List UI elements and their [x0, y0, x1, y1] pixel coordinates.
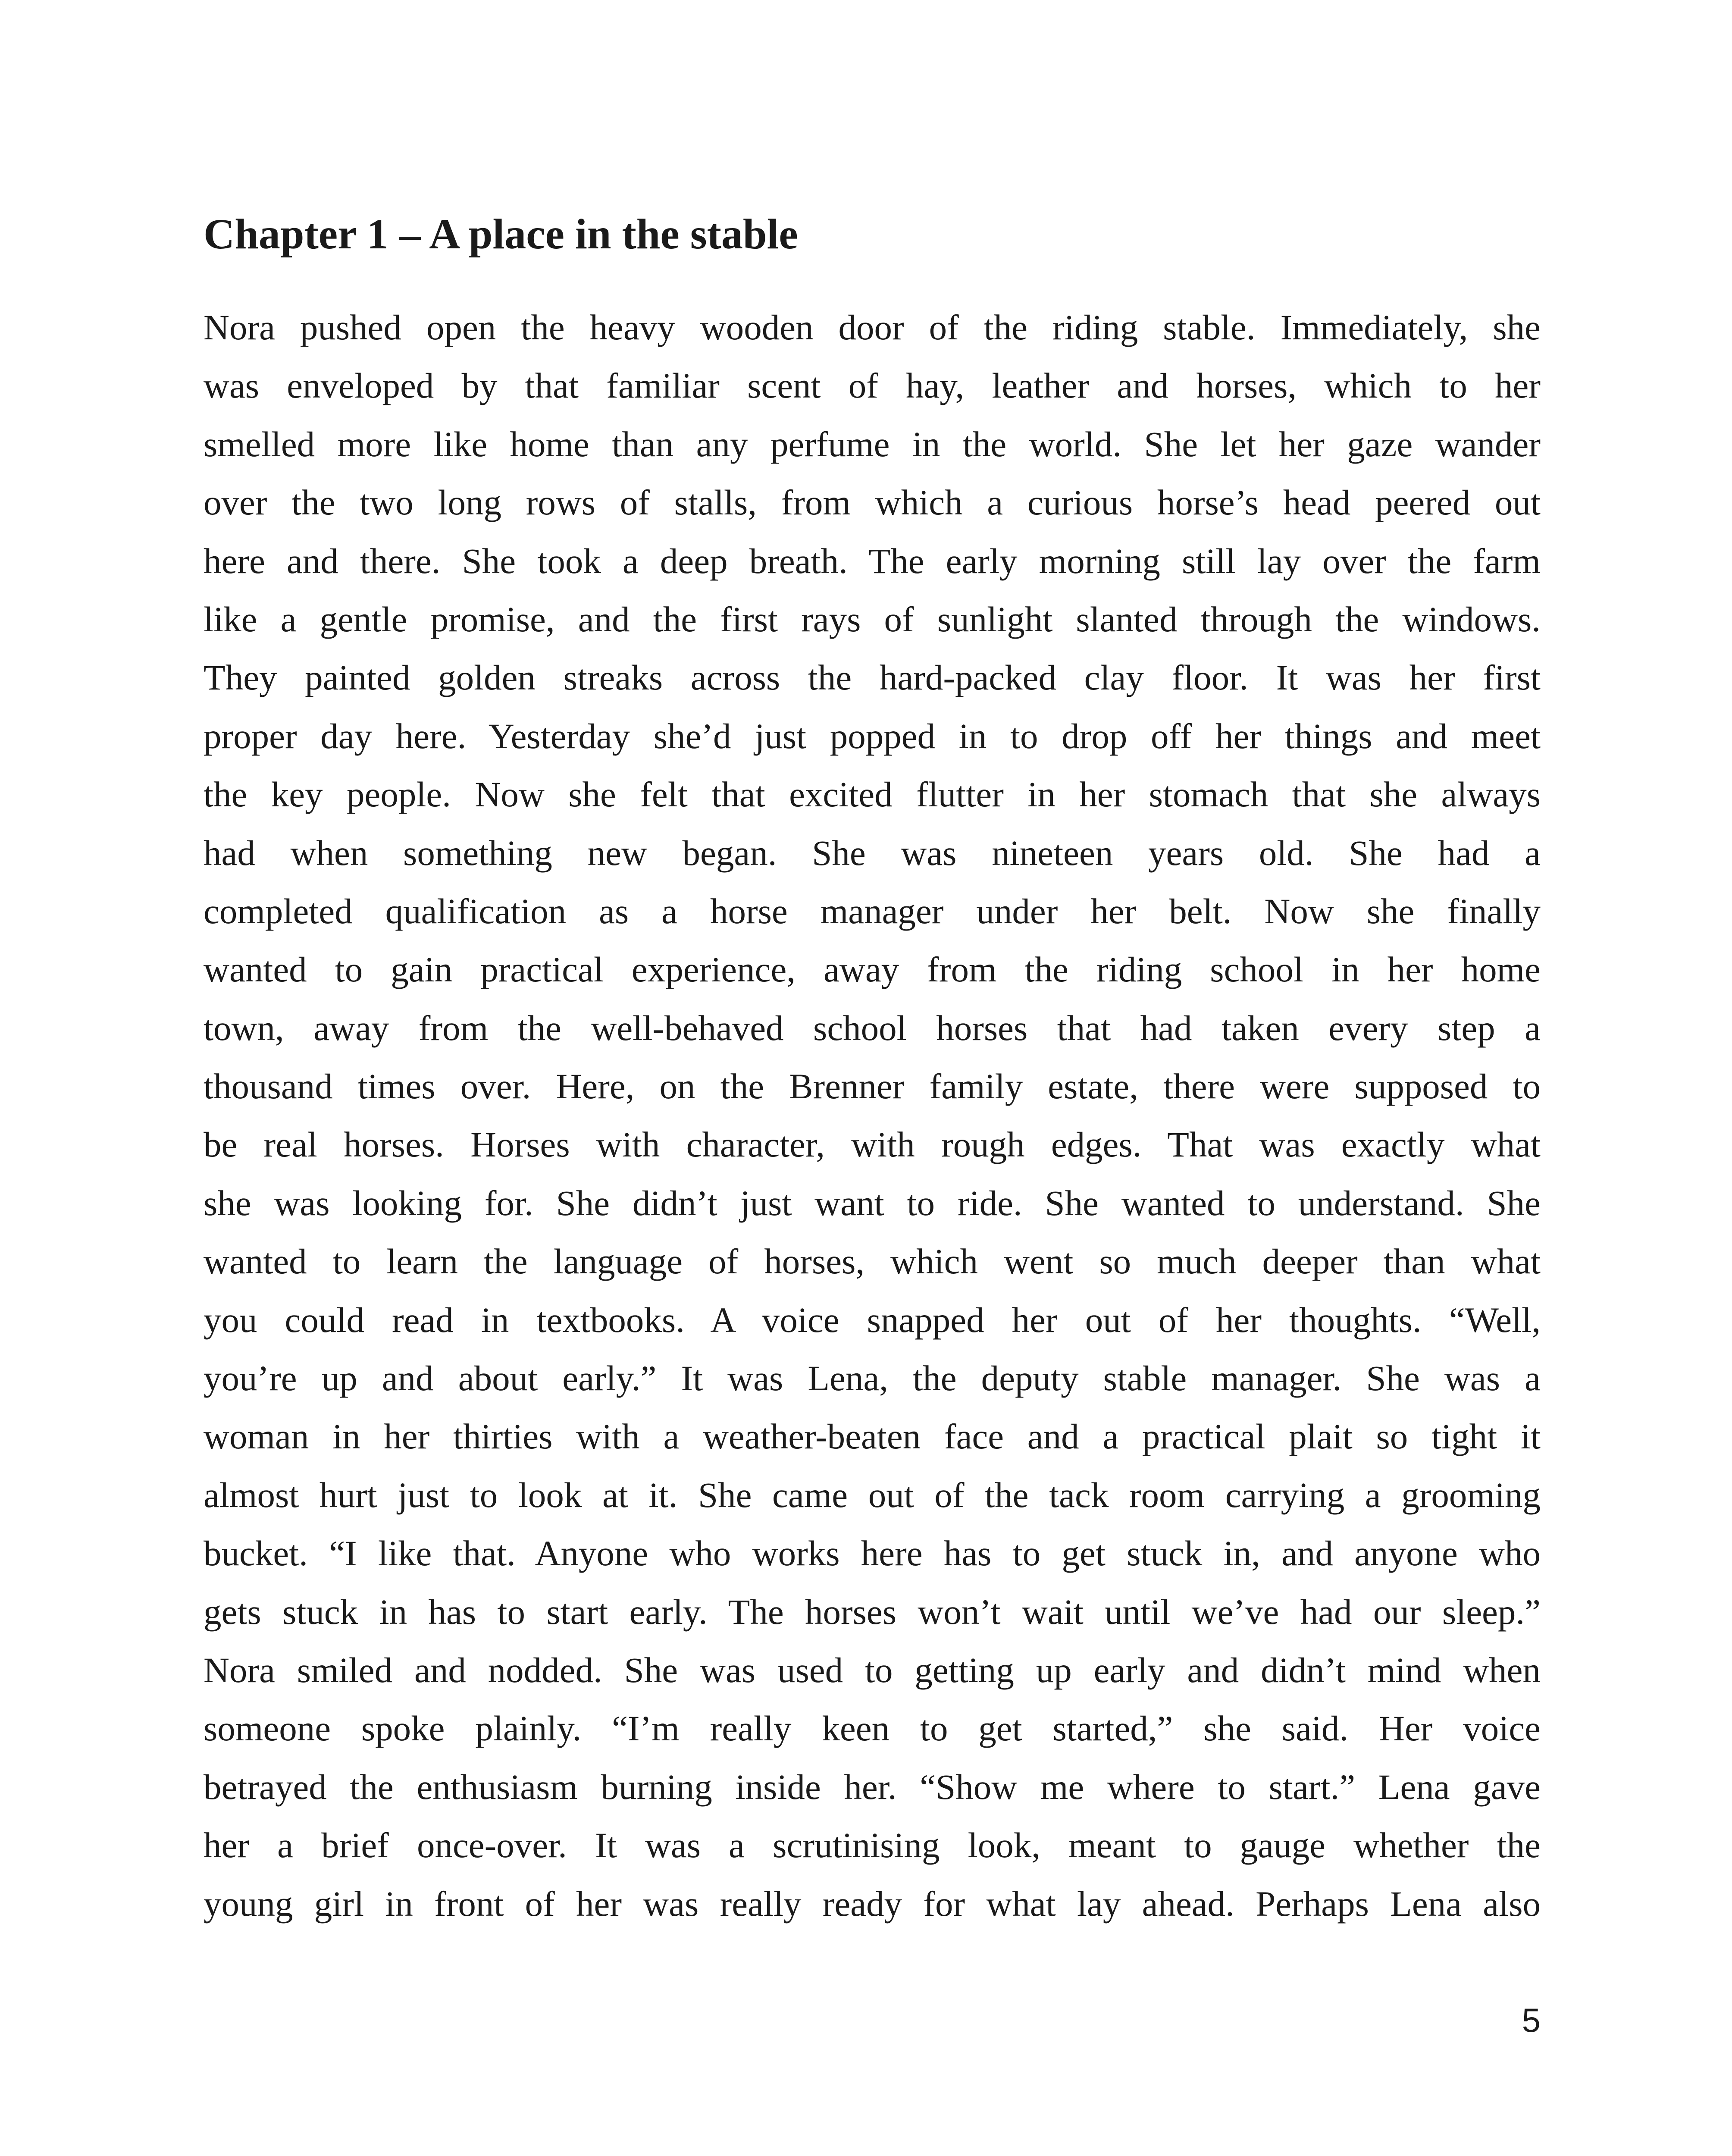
- body-line: someone spoke plainly. “I’m really keen to get started,” she said. Her voice: [204, 1708, 1541, 1749]
- page-number: 5: [1522, 2001, 1541, 2039]
- body-line: gets stuck in has to start early. The horses won’t wait until we’ve had our sleep.”: [204, 1592, 1541, 1632]
- body-line: here and there. She took a deep breath. The early morning still lay over the farm: [204, 541, 1541, 581]
- body-line: thousand times over. Here, on the Brenner family estate, there were supposed to: [204, 1066, 1541, 1106]
- body-line: she was looking for. She didn’t just want to ride. She wanted to understand. She: [204, 1183, 1541, 1223]
- body-line: Nora pushed open the heavy wooden door of the riding stable. Immediately, she: [204, 307, 1541, 347]
- body-line: bucket. “I like that. Anyone who works here has to get stuck in, and anyone who: [204, 1533, 1541, 1573]
- chapter-body-text: [204, 298, 1541, 1933]
- body-line: completed qualification as a horse manager under her belt. Now she finally: [204, 891, 1541, 931]
- body-line: the key people. Now she felt that excited flutter in her stomach that she always: [204, 774, 1541, 815]
- body-line: Nora smiled and nodded. She was used to getting up early and didn’t mind when: [204, 1650, 1541, 1690]
- body-line: be real horses. Horses with character, with rough edges. That was exactly what: [204, 1125, 1541, 1165]
- body-line: young girl in front of her was really ready for what lay ahead. Perhaps Lena also: [204, 1883, 1541, 1924]
- body-line: almost hurt just to look at it. She came out of the tack room carrying a grooming: [204, 1475, 1541, 1515]
- body-line: smelled more like home than any perfume in the world. She let her gaze wander: [204, 424, 1541, 464]
- body-line: like a gentle promise, and the first rays of sunlight slanted through the windows.: [204, 599, 1541, 639]
- body-line: had when something new began. She was nineteen years old. She had a: [204, 833, 1541, 873]
- body-line: over the two long rows of stalls, from which a curious horse’s head peered out: [204, 483, 1541, 523]
- body-line: you could read in textbooks. A voice snapped her out of her thoughts. “Well,: [204, 1300, 1541, 1340]
- body-line: wanted to gain practical experience, away from the riding school in her home: [204, 950, 1541, 990]
- body-line: wanted to learn the language of horses, which went so much deeper than what: [204, 1241, 1541, 1282]
- body-line: woman in her thirties with a weather-beaten face and a practical plait so tight it: [204, 1416, 1541, 1457]
- body-line: you’re up and about early.” It was Lena, the deputy stable manager. She was a: [204, 1358, 1541, 1398]
- body-line: They painted golden streaks across the hard-packed clay floor. It was her first: [204, 658, 1541, 698]
- body-line: town, away from the well-behaved school horses that had taken every step a: [204, 1008, 1541, 1048]
- body-line: was enveloped by that familiar scent of hay, leather and horses, which to her: [204, 366, 1541, 406]
- body-line: her a brief once-over. It was a scrutinising look, meant to gauge whether the: [204, 1825, 1541, 1865]
- chapter-title: Chapter 1 – A place in the stable: [204, 210, 798, 258]
- body-line: betrayed the enthusiasm burning inside her. “Show me where to start.” Lena gave: [204, 1767, 1541, 1807]
- body-line: proper day here. Yesterday she’d just popped in to drop off her things and meet: [204, 716, 1541, 756]
